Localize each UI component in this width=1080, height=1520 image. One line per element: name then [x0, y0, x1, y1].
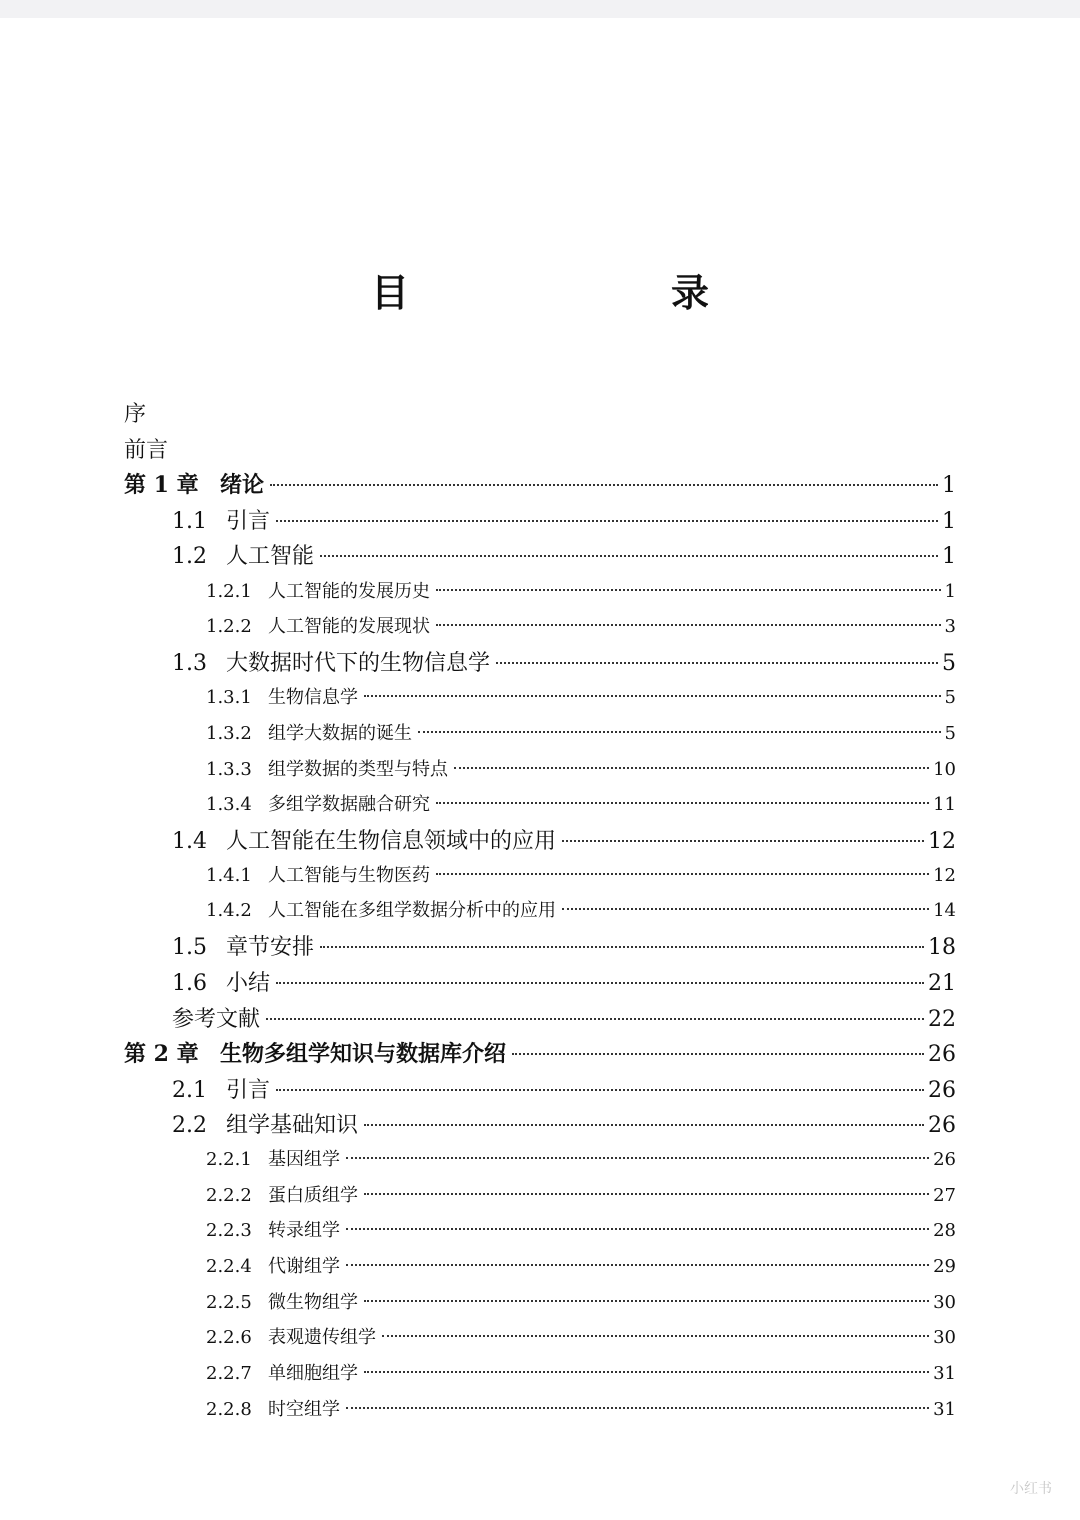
- toc-entry-label: 人工智能与生物医药: [268, 865, 430, 886]
- dot-leader: [364, 1193, 929, 1195]
- toc-entry-label: 微生物组学: [268, 1292, 358, 1313]
- toc-entry: [172, 1002, 956, 1033]
- dot-leader: [436, 873, 929, 875]
- toc-entry-page: 29: [933, 1256, 956, 1277]
- toc-entry-page: 30: [933, 1327, 956, 1348]
- toc-entry: [172, 539, 956, 570]
- watermark: 小红书: [1010, 1481, 1052, 1497]
- toc-entry-number: 2.1: [172, 1078, 207, 1103]
- toc-entry-label: 引言: [226, 509, 271, 534]
- toc-entry-number: 1.3.4: [206, 794, 252, 815]
- toc-entry-page: 5: [944, 687, 956, 708]
- toc-entry-label: 人工智能的发展现状: [268, 616, 430, 637]
- toc-entry: [172, 930, 956, 961]
- toc-entry-page: 14: [933, 900, 956, 921]
- toc-entry-number: 2.2.1: [206, 1149, 252, 1170]
- toc-entry-number: 1.3.3: [206, 759, 252, 780]
- toc-entry-page: 5: [944, 723, 956, 744]
- toc-entry-number: 2.2.3: [206, 1220, 252, 1241]
- dot-leader: [346, 1264, 929, 1266]
- toc-entry-page: 12: [928, 829, 956, 854]
- toc-entry-label: 生物多组学知识与数据库介绍: [220, 1041, 507, 1067]
- toc-entry-label: 蛋白质组学: [268, 1185, 358, 1206]
- dot-leader: [346, 1157, 929, 1159]
- toc-entry-label: 时空组学: [268, 1399, 340, 1420]
- toc-entry-number: 1.2.1: [206, 581, 252, 602]
- dot-leader: [364, 1124, 924, 1126]
- toc-entry-label: 章节安排: [226, 935, 315, 960]
- toc-entry-number: 1.5: [172, 935, 207, 960]
- toc-entry: [124, 433, 956, 464]
- toc-entry-label: 绪论: [220, 472, 265, 498]
- top-strip: [0, 0, 1080, 18]
- dot-leader: [496, 662, 938, 664]
- toc-entry: [124, 468, 956, 499]
- toc-entry-label: 代谢组学: [268, 1256, 340, 1277]
- dot-leader: [276, 1089, 924, 1091]
- toc-entry: [206, 1359, 956, 1385]
- dot-leader: [562, 840, 924, 842]
- dot-leader: [454, 767, 929, 769]
- dot-leader: [346, 1407, 929, 1409]
- toc-entry-page: 26: [928, 1042, 956, 1067]
- toc-entry: [206, 1181, 956, 1207]
- dot-leader: [436, 802, 929, 804]
- toc-entry-label: 组学数据的类型与特点: [268, 759, 448, 780]
- toc-entry-page: 1: [944, 581, 956, 602]
- toc-entry-number: 1.2: [172, 544, 207, 569]
- toc-entry: [206, 861, 956, 887]
- toc-entry-page: 31: [933, 1363, 956, 1384]
- toc-entry-page: 31: [933, 1399, 956, 1420]
- toc-entry-label: 人工智能: [226, 544, 315, 569]
- toc-entry-page: 26: [933, 1149, 956, 1170]
- toc-entry: [124, 397, 956, 428]
- toc-entry: [206, 1395, 956, 1421]
- toc-entry: [206, 577, 956, 603]
- toc-entry: [124, 1037, 956, 1068]
- toc-entry-label: 参考文献: [172, 1007, 261, 1032]
- dot-leader: [320, 946, 924, 948]
- dot-leader: [364, 695, 941, 697]
- toc-entry: [172, 1073, 956, 1104]
- dot-leader: [382, 1335, 929, 1337]
- dot-leader: [364, 1371, 929, 1373]
- toc-entry-number: 2.2: [172, 1113, 207, 1138]
- toc-entry-label: 组学大数据的诞生: [268, 723, 412, 744]
- toc-entry-label: 大数据时代下的生物信息学: [226, 651, 491, 676]
- toc-entry-label: 生物信息学: [268, 687, 358, 708]
- dot-leader: [320, 555, 938, 557]
- toc-entry-label: 序: [124, 402, 147, 427]
- toc-entry-label: 人工智能在多组学数据分析中的应用: [268, 900, 556, 921]
- toc-entry: [206, 755, 956, 781]
- dot-leader: [436, 589, 941, 591]
- toc-entry: [206, 1288, 956, 1314]
- toc-entry: [206, 719, 956, 745]
- toc-entry-page: 1: [942, 509, 956, 534]
- toc-entry-number: 1.4.1: [206, 865, 252, 886]
- toc-entry: [206, 1252, 956, 1278]
- dot-leader: [346, 1228, 929, 1230]
- toc-entry-page: 22: [928, 1007, 956, 1032]
- toc-entry-page: 10: [933, 759, 956, 780]
- toc-entry-page: 27: [933, 1185, 956, 1206]
- toc-entry-label: 小结: [226, 971, 271, 996]
- toc-entry: [172, 824, 956, 855]
- dot-leader: [512, 1053, 924, 1055]
- toc-entry-label: 前言: [124, 438, 169, 463]
- dot-leader: [364, 1300, 929, 1302]
- toc-entry-page: 3: [944, 616, 956, 637]
- toc-entry-label: 人工智能的发展历史: [268, 581, 430, 602]
- toc-entry: [206, 1216, 956, 1242]
- dot-leader: [266, 1018, 924, 1020]
- toc-entry-number: 1.3.2: [206, 723, 252, 744]
- toc-entry-page: 26: [928, 1113, 956, 1138]
- toc-entry-number: 1.1: [172, 509, 207, 534]
- toc-entry-number: 1.2.2: [206, 616, 252, 637]
- toc-entry: [206, 612, 956, 638]
- toc-entry-label: 组学基础知识: [226, 1113, 359, 1138]
- toc-entry-page: 1: [942, 473, 956, 498]
- toc-entry: [206, 896, 956, 922]
- toc-entry-label: 单细胞组学: [268, 1363, 358, 1384]
- toc-entry: [206, 1323, 956, 1349]
- toc-entry-number: 2.2.6: [206, 1327, 252, 1348]
- toc-entry: [172, 1108, 956, 1139]
- toc-entry-number: 1.3.1: [206, 687, 252, 708]
- toc-entry-page: 11: [933, 794, 956, 815]
- dot-leader: [562, 908, 929, 910]
- toc-entry-page: 30: [933, 1292, 956, 1313]
- toc-entry-page: 1: [942, 544, 956, 569]
- toc-entry-number: 2.2.4: [206, 1256, 252, 1277]
- toc-entry-page: 21: [928, 971, 956, 996]
- toc-entry: [172, 966, 956, 997]
- toc-entry-number: 2.2.8: [206, 1399, 252, 1420]
- toc-entry: [172, 646, 956, 677]
- dot-leader: [276, 520, 938, 522]
- toc-entry: [206, 683, 956, 709]
- toc-entry: [206, 1145, 956, 1171]
- toc-entry-number: 1.4: [172, 829, 207, 854]
- toc-entry-number: 第 1 章: [124, 472, 199, 498]
- dot-leader: [276, 982, 924, 984]
- dot-leader: [270, 484, 938, 486]
- toc-entry: [206, 790, 956, 816]
- toc-entry-number: 第 2 章: [124, 1041, 199, 1067]
- toc-entry-page: 26: [928, 1078, 956, 1103]
- toc-entry-page: 18: [928, 935, 956, 960]
- page-title: 目 录: [370, 270, 771, 315]
- toc-entry-page: 12: [933, 865, 956, 886]
- toc-entry: [172, 504, 956, 535]
- toc-entry-label: 多组学数据融合研究: [268, 794, 430, 815]
- toc-entry-number: 2.2.7: [206, 1363, 252, 1384]
- toc-entry-page: 5: [942, 651, 956, 676]
- toc-entry-label: 基因组学: [268, 1149, 340, 1170]
- toc-entry-label: 引言: [226, 1078, 271, 1103]
- toc-entry-label: 表观遗传组学: [268, 1327, 376, 1348]
- toc-entry-number: 1.4.2: [206, 900, 252, 921]
- toc-entry-label: 转录组学: [268, 1220, 340, 1241]
- toc-entry-number: 1.3: [172, 651, 207, 676]
- toc-entry-number: 2.2.2: [206, 1185, 252, 1206]
- dot-leader: [436, 624, 941, 626]
- toc-entry-number: 2.2.5: [206, 1292, 252, 1313]
- toc-entry-number: 1.6: [172, 971, 207, 996]
- toc-entry-page: 28: [933, 1220, 956, 1241]
- dot-leader: [418, 731, 941, 733]
- toc-entry-label: 人工智能在生物信息领域中的应用: [226, 829, 557, 854]
